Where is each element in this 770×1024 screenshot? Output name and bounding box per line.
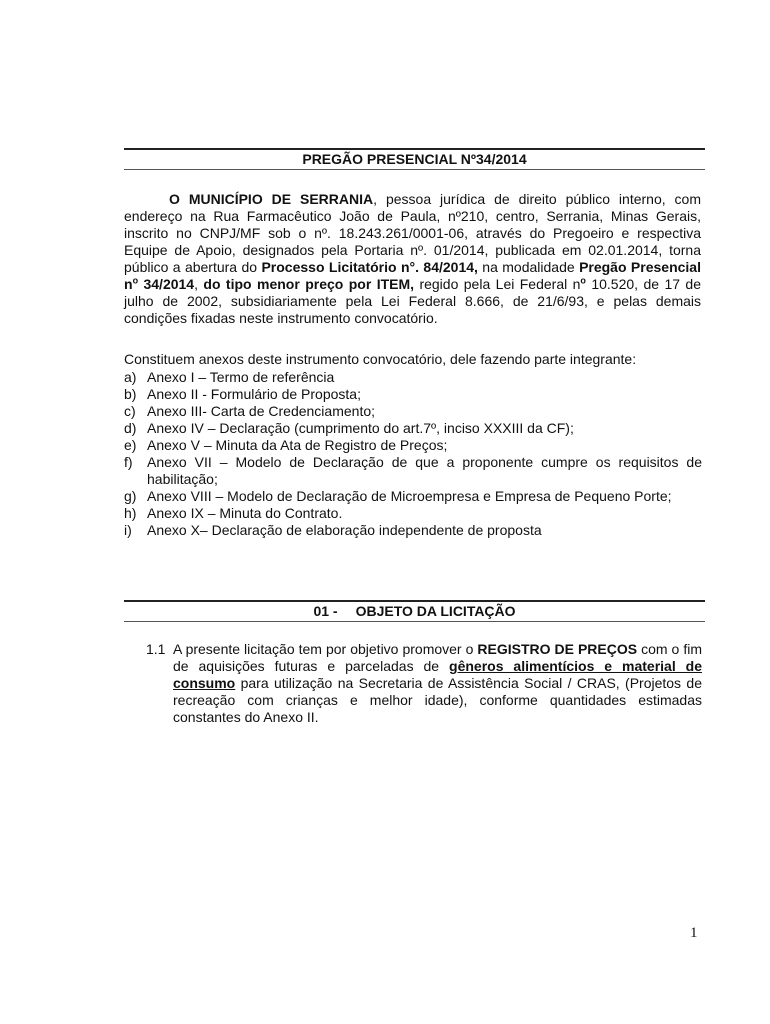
clause-text: A presente licitação tem por objetivo promover o REGISTRO DE PREÇOS com o fim de aquisições futuras e parceladas de gêneros alimentícios e material de consumo para utilização na Secretaria de Assistência Social / CRAS, (Projetos de recreação com crianças e melhor idade), conforme quantidades estimadas constantes do Anexo II.	[173, 641, 702, 725]
annex-list	[124, 369, 702, 539]
list-item: a) Anexo I – Termo de referência	[124, 369, 335, 385]
list-item: f) Anexo VII – Modelo de Declaração de que a proponente cumpre os requisitos de habilitação;	[124, 454, 702, 487]
list-item: h) Anexo IX – Minuta do Contrato.	[124, 505, 343, 521]
clause-number: 1.1	[146, 641, 166, 657]
annex-intro: Constituem anexos deste instrumento convocatório, dele fazendo parte integrante:	[124, 351, 637, 367]
list-item: b) Anexo II - Formulário de Proposta;	[124, 386, 361, 402]
municipality-name: O MUNICÍPIO DE SERRANIA	[169, 191, 374, 207]
bid-type: do tipo menor preço por ITEM,	[203, 276, 415, 292]
page-number: 1	[690, 925, 698, 941]
process-number: Processo Licitatório n°. 84/2014,	[261, 259, 478, 275]
ordinal-sup: o	[580, 275, 586, 286]
section-heading-objeto	[124, 600, 705, 622]
clause-1-1	[146, 641, 702, 726]
title-text: PREGÃO PRESENCIAL Nº34/2014	[302, 151, 527, 167]
list-item: g) Anexo VIII – Modelo de Declaração de Microempresa e Empresa de Pequeno Porte;	[124, 488, 672, 504]
list-item: e) Anexo V – Minuta da Ata de Registro de Preços;	[124, 437, 448, 453]
intro-text-3: ,	[194, 276, 204, 292]
section-title: OBJETO DA LICITAÇÃO	[355, 603, 516, 619]
document-title	[124, 148, 705, 170]
modality: Pregão Presencial $n^o$ 34/2014	[124, 259, 701, 292]
intro-paragraph	[124, 191, 701, 327]
intro-text-2: na modalidade	[477, 259, 580, 275]
list-item: c) Anexo III- Carta de Credenciamento;	[124, 403, 376, 419]
list-item: d) Anexo IV – Declaração (cumprimento do art.7º, inciso XXXIII da CF);	[124, 420, 574, 436]
section-number: 01 -	[313, 603, 338, 619]
intro-text: , pessoa jurídica de direito público interno, com endereço na Rua Farmacêutico João de Paula, nº210, centro, Serrania, Minas Gerais, inscrito no CNPJ/MF sob o nº. 18.243.261/0001-06, através do Pregoeiro e respectiva Equipe de Apoio, designados pela Portaria nº. 01/2014, publicada em 02.01.2014, torna público a abertura do	[124, 191, 702, 275]
intro-text-5: 10.520, de 17 de julho de 2002, subsidiariamente pela Lei Federal 8.666, de 21/6/93, e pelas demais condições fixadas neste instrumento convocatório.	[124, 276, 702, 326]
intro-text-4: regido pela Lei Federal n	[414, 276, 581, 292]
list-item: i) Anexo X– Declaração de elaboração independente de proposta	[124, 522, 542, 538]
